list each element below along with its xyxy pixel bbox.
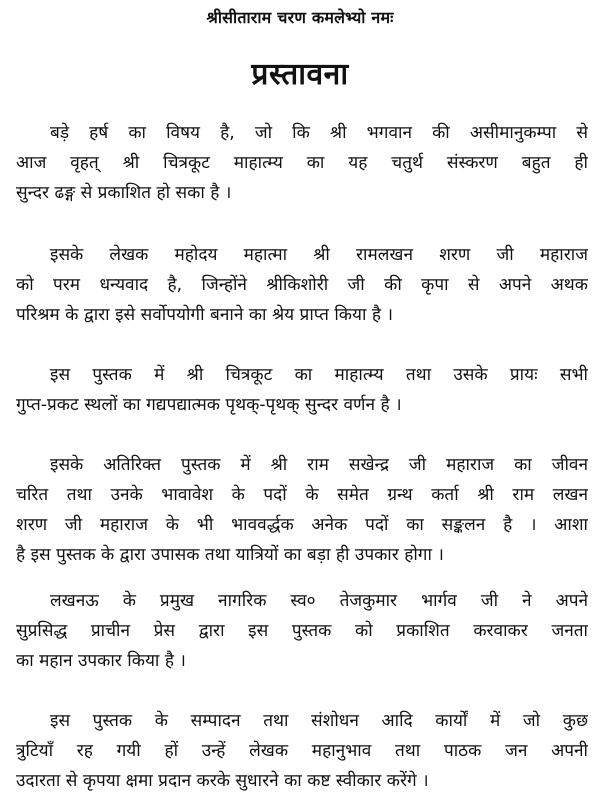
paragraph-line: इसके अतिरिक्त पुस्तक में श्री राम सखेन्द्र जी महाराज का जीवन	[50, 455, 588, 475]
paragraph-line: को परम धन्यवाद है, जिन्होंने श्रीकिशोरी जी की कृपा से अपने अथक	[16, 275, 588, 295]
paragraph-line: चरित तथा उनके भावावेश के पदों के समेत ग्रन्थ कर्ता श्री राम लखन	[16, 485, 588, 505]
paragraph-line: सुप्रसिद्ध प्राचीन प्रेस द्वारा इस पुस्तक को प्रकाशित करवाकर जनता	[16, 621, 588, 641]
paragraph-3	[16, 360, 588, 420]
paragraph-4	[16, 450, 588, 570]
paragraph-line: आज वृहत् श्री चित्रकूट माहात्म्य का यह चतुर्थ संस्करण बहुत ही	[16, 153, 588, 173]
paragraph-2	[16, 240, 588, 330]
paragraph-5	[16, 586, 588, 676]
paragraph-line: का महान उपकार किया है ।	[16, 651, 186, 671]
paragraph-line: है इस पुस्तक के द्वारा उपासक तथा यात्रियों का बड़ा ही उपकार होगा ।	[16, 545, 444, 565]
paragraph-line: शरण जी महाराज के भी भाववर्द्धक अनेक पदों का सङ्कलन है । आशा	[16, 515, 588, 535]
paragraph-line: उदारता से कृपया क्षमा प्रदान करके सुधारने का कष्ट स्वीकार करेंगे ।	[16, 771, 429, 791]
paragraph-6	[16, 706, 588, 796]
paragraph-line: त्रुटियाँ रह गयी हों उन्हें लेखक महानुभाव तथा पाठक जन अपनी	[16, 741, 588, 761]
paragraph-line: सुन्दर ढङ्ग से प्रकाशित हो सका है ।	[16, 183, 232, 203]
page-title: प्रस्तावना	[251, 57, 349, 92]
invocation-heading: श्रीसीताराम चरण कमलेभ्यो नमः	[206, 8, 394, 27]
paragraph-line: इस पुस्तक के सम्पादन तथा संशोधन आदि कार्यों में जो कुछ	[50, 711, 588, 731]
paragraph-line: गुप्त-प्रकट स्थलों का गद्यपद्यात्मक पृथक्-पृथक् सुन्दर वर्णन है ।	[16, 395, 402, 415]
paragraph-line: परिश्रम के द्वारा इसे सर्वोपयोगी बनाने का श्रेय प्राप्त किया है ।	[16, 305, 393, 325]
paragraph-line: बड़े हर्ष का विषय है, जो कि श्री भगवान की असीमानुकम्पा से	[50, 123, 588, 143]
paragraph-1	[16, 118, 588, 208]
paragraph-line: इस पुस्तक में श्री चित्रकूट का माहात्म्य तथा उसके प्रायः सभी	[50, 365, 588, 385]
paragraph-line: इसके लेखक महोदय महात्मा श्री रामलखन शरण जी महाराज	[50, 245, 588, 265]
paragraph-line: लखनऊ के प्रमुख नागरिक स्व० तेजकुमार भार्गव जी ने अपने	[50, 591, 588, 611]
